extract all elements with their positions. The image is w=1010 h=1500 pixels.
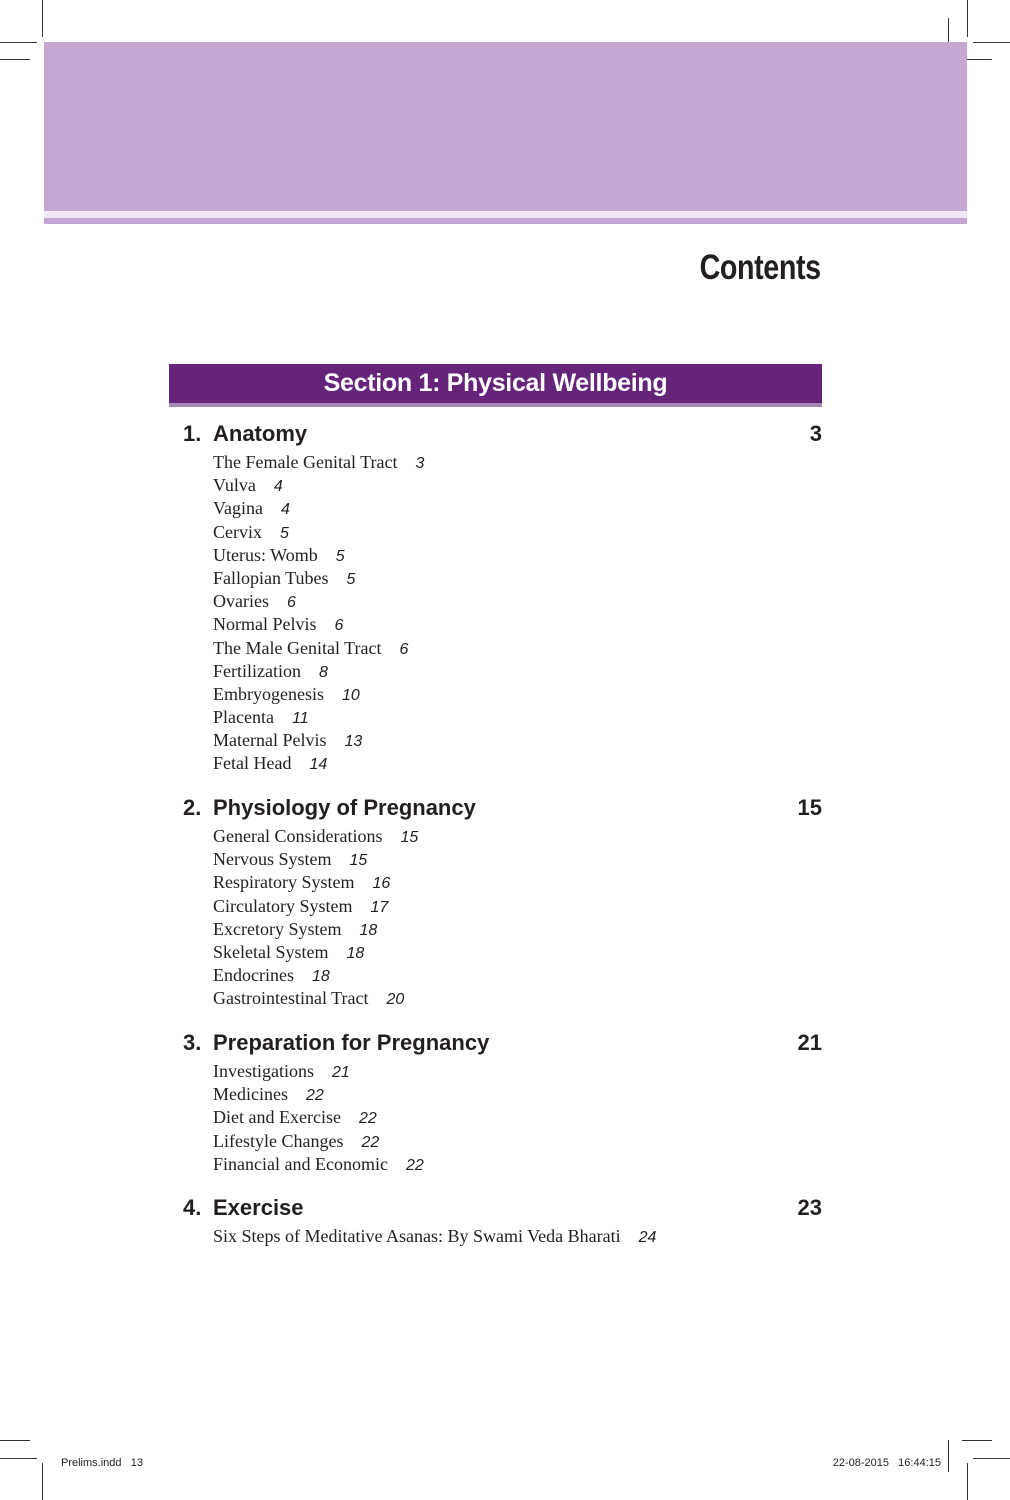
toc-entry[interactable]: Financial and Economic 22 — [213, 1153, 424, 1174]
crop-mark — [973, 42, 1010, 43]
toc-entry[interactable]: Circulatory System 17 — [213, 895, 389, 916]
crop-mark — [0, 59, 30, 60]
toc-entry[interactable]: Medicines 22 — [213, 1084, 324, 1105]
header-divider — [44, 218, 967, 224]
toc-entry[interactable]: Respiratory System 16 — [213, 872, 391, 893]
toc-entry[interactable]: Placenta 11 — [213, 707, 309, 728]
toc-entry[interactable]: Fetal Head 14 — [213, 753, 328, 774]
footer-file-page: 13 — [130, 1457, 143, 1469]
chapter-title: Exercise — [213, 1195, 304, 1220]
chapter-2[interactable] — [183, 793, 822, 1011]
toc-entry[interactable]: Six Steps of Meditative Asanas: By Swami Veda Bharati 24 — [213, 1226, 657, 1246]
chapter-page: 15 — [797, 795, 822, 820]
footer-time: 16:44:15 — [898, 1457, 941, 1469]
toc-entry[interactable]: The Female Genital Tract 3 — [213, 452, 425, 472]
crop-mark — [0, 1440, 30, 1441]
toc-entry[interactable]: Diet and Exercise 22 — [213, 1107, 377, 1128]
crop-mark — [0, 42, 37, 43]
section-heading-bar — [169, 364, 822, 407]
toc-entry[interactable]: Maternal Pelvis 13 — [213, 730, 363, 751]
chapter-number: 4. — [183, 1195, 202, 1220]
toc-entry[interactable]: Lifestyle Changes 22 — [213, 1130, 380, 1151]
toc-entry[interactable]: Fertilization 8 — [213, 660, 328, 681]
chapter-3[interactable] — [183, 1028, 822, 1176]
chapter-number: 2. — [183, 795, 202, 820]
chapter-entries — [213, 825, 822, 1011]
chapter-page: 21 — [797, 1030, 822, 1055]
toc-entry[interactable]: Fallopian Tubes 5 — [213, 567, 356, 588]
toc-entry[interactable]: Investigations 21 — [213, 1061, 350, 1081]
toc-entry[interactable]: Skeletal System 18 — [213, 941, 365, 962]
crop-mark — [0, 1458, 37, 1459]
toc-entry[interactable]: The Male Genital Tract 6 — [213, 637, 409, 658]
chapter-entries — [213, 1060, 822, 1176]
chapter-title: Preparation for Pregnancy — [213, 1030, 490, 1055]
footer-filename: Prelims.indd — [61, 1457, 122, 1469]
header-divider-light — [44, 211, 967, 218]
chapter-title: Physiology of Pregnancy — [213, 795, 476, 820]
toc-entry[interactable]: Nervous System 15 — [213, 849, 368, 870]
chapter-entries — [213, 451, 822, 776]
crop-mark — [42, 1463, 43, 1500]
toc-entry[interactable]: Vagina 4 — [213, 498, 290, 519]
chapter-page: 3 — [809, 421, 822, 446]
toc-entry[interactable]: Uterus: Womb 5 — [213, 544, 345, 565]
toc-entry[interactable]: Cervix 5 — [213, 521, 289, 542]
page-title: Contents — [699, 248, 821, 287]
toc-entry[interactable]: Endocrines 18 — [213, 965, 330, 986]
toc-entry[interactable]: Gastrointestinal Tract 20 — [213, 988, 405, 1009]
chapter-entries — [213, 1225, 822, 1248]
chapter-number: 3. — [183, 1030, 202, 1055]
crop-mark — [948, 1440, 949, 1472]
header-banner — [44, 42, 967, 211]
chapter-title: Anatomy — [213, 421, 308, 446]
chapter-page: 23 — [797, 1195, 822, 1220]
chapter-1[interactable] — [183, 419, 822, 776]
toc-entry[interactable]: Embryogenesis 10 — [213, 683, 360, 704]
crop-mark — [967, 0, 968, 37]
crop-mark — [973, 1458, 1010, 1459]
footer-file-info — [61, 1457, 143, 1469]
footer-timestamp — [833, 1457, 941, 1469]
chapter-number: 1. — [183, 421, 202, 446]
toc-entry[interactable]: Normal Pelvis 6 — [213, 614, 344, 635]
chapter-heading[interactable] — [183, 793, 822, 823]
crop-mark — [962, 1440, 992, 1441]
chapter-heading[interactable] — [183, 1193, 822, 1223]
chapter-heading[interactable] — [183, 419, 822, 449]
chapter-4[interactable] — [183, 1193, 822, 1248]
chapter-heading[interactable] — [183, 1028, 822, 1058]
crop-mark — [967, 1463, 968, 1500]
toc-entry[interactable]: Vulva 4 — [213, 475, 283, 496]
footer-date: 22-08-2015 — [832, 1457, 889, 1469]
toc-entry[interactable]: Excretory System 18 — [213, 918, 378, 939]
crop-mark — [42, 0, 43, 37]
section-title: Section 1: Physical Wellbeing — [323, 369, 668, 397]
toc-entry[interactable]: General Considerations 15 — [213, 826, 419, 846]
toc-entry[interactable]: Ovaries 6 — [213, 591, 296, 612]
